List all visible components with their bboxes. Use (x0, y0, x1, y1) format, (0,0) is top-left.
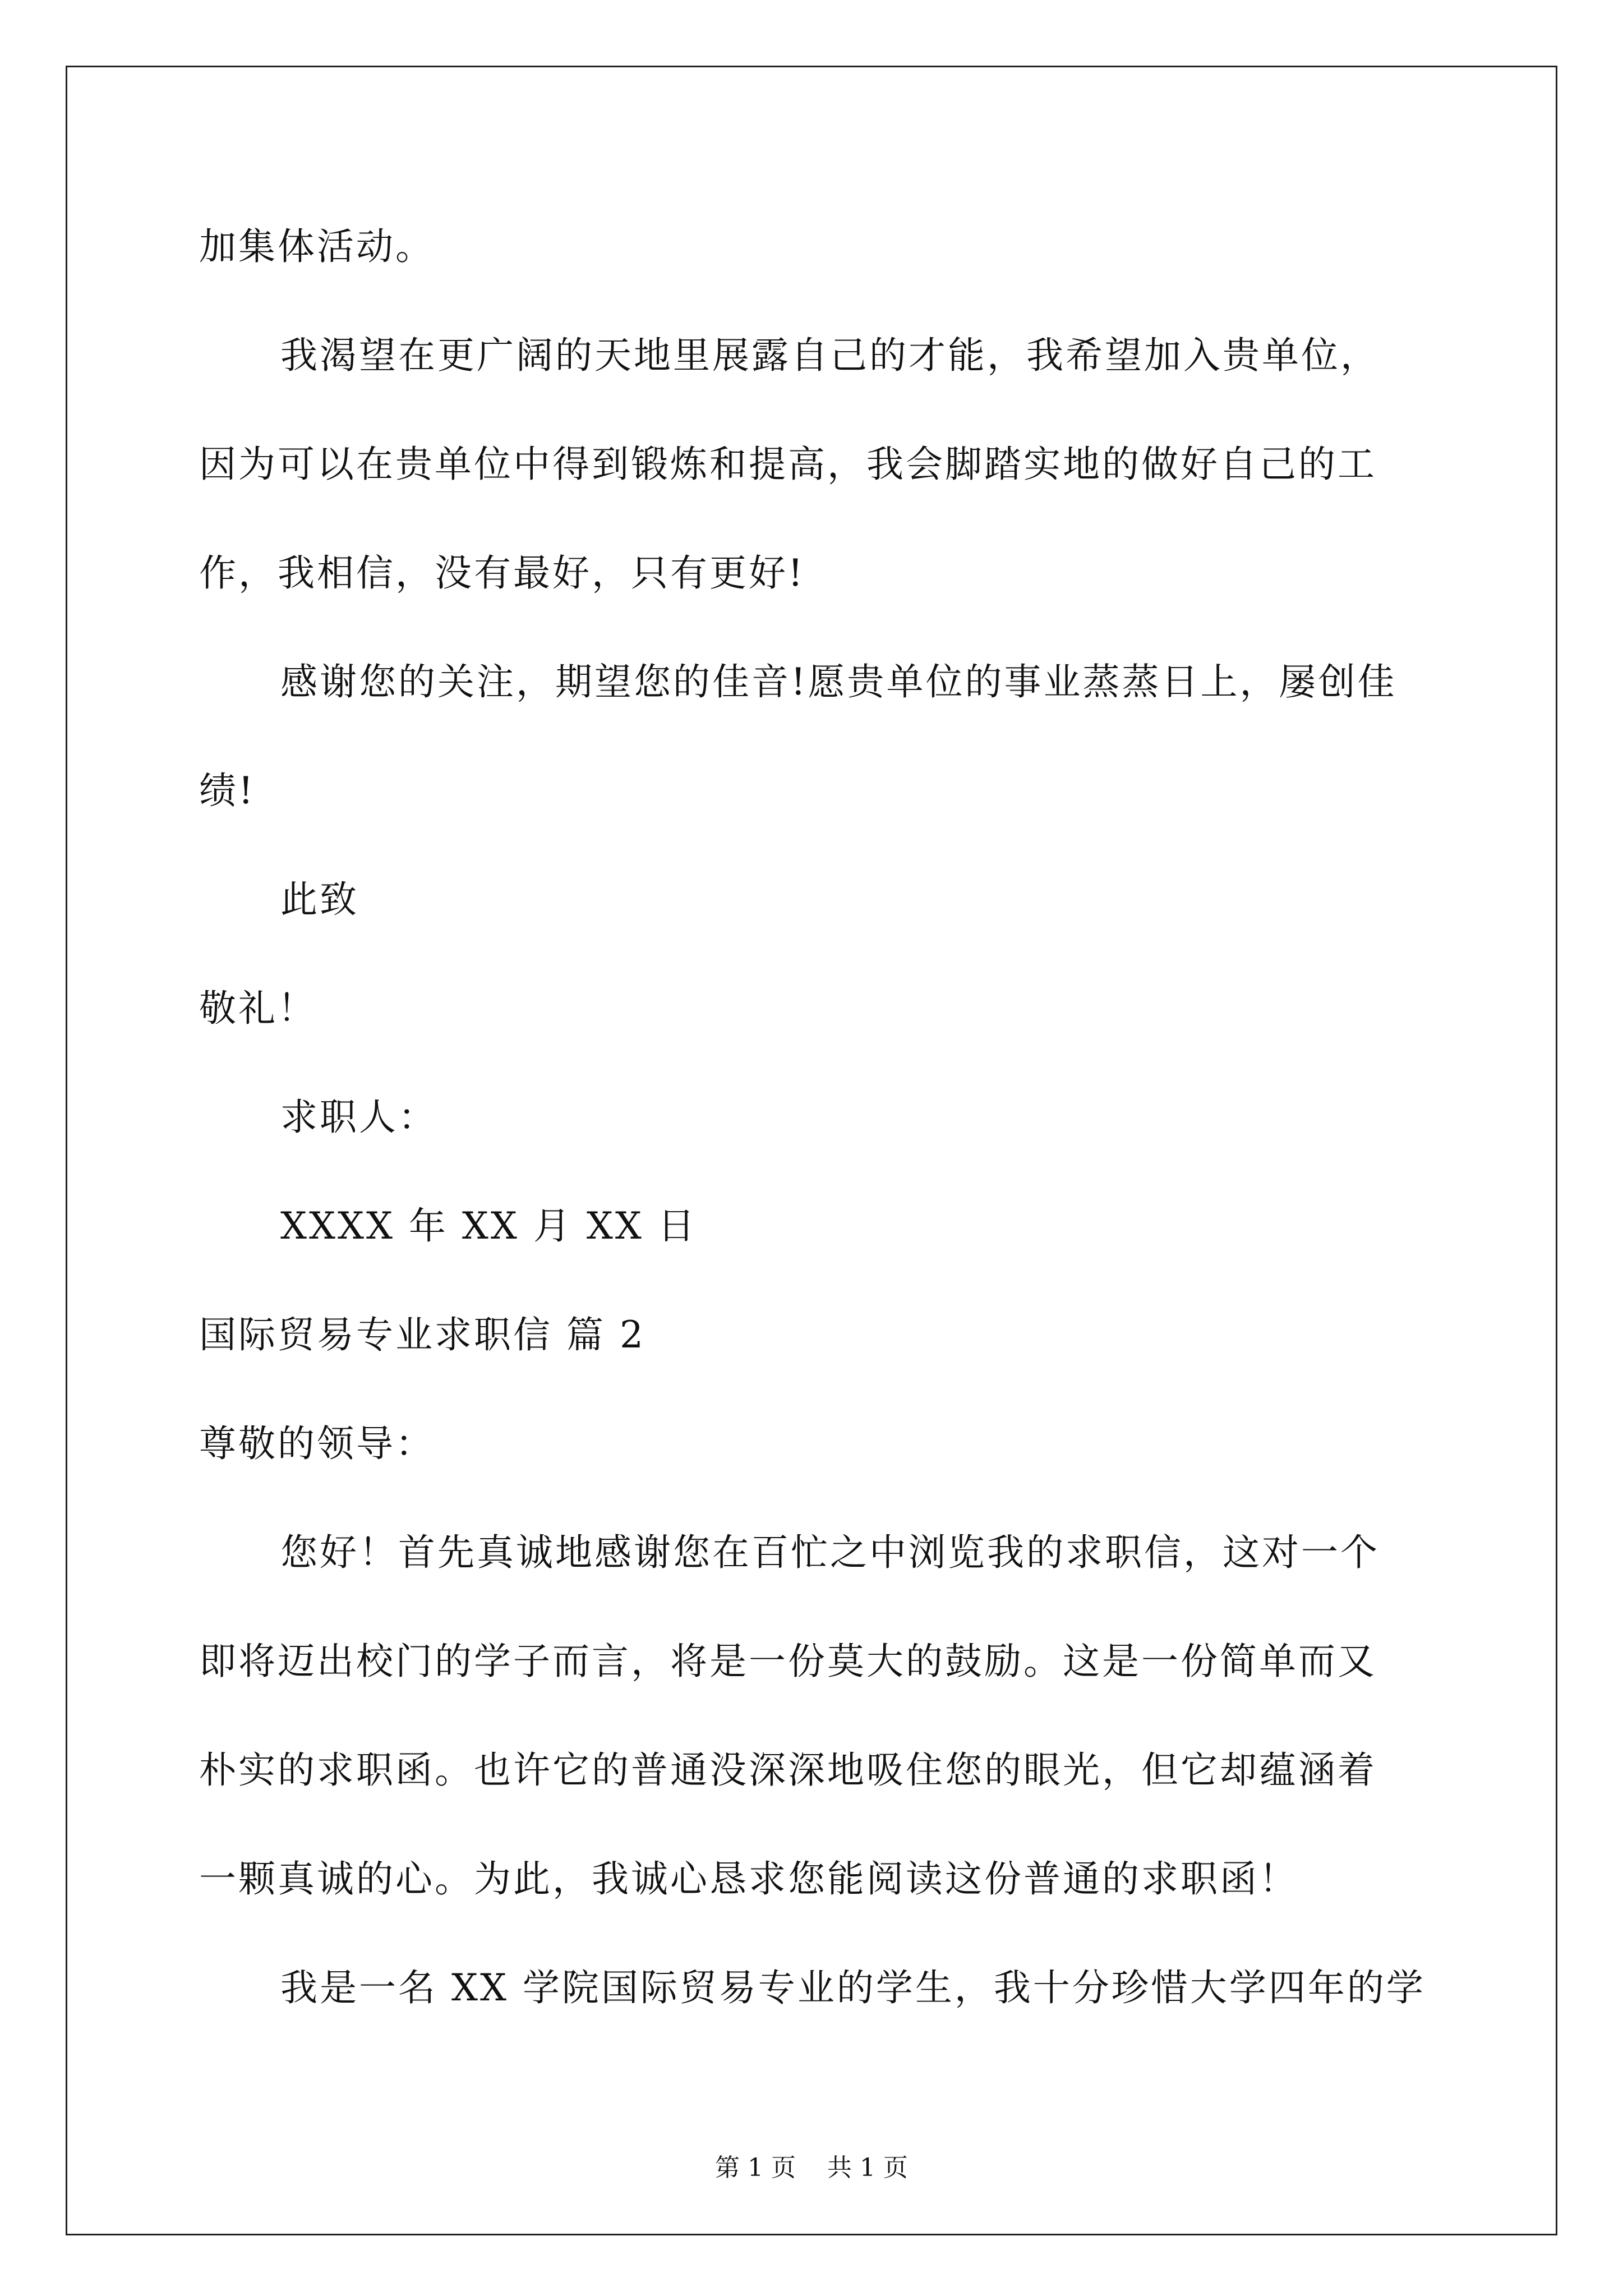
text-line: 绩! (199, 769, 256, 812)
greeting: 尊敬的领导： (199, 1422, 435, 1465)
date-line: XXXX 年 XX 月 XX 日 (280, 1204, 697, 1248)
text-line: 朴实的求职函。也许它的普通没深深地吸住您的眼光，但它却蕴涵着 (199, 1749, 1377, 1792)
page-number-footer: 第 1 页 共 1 页 (715, 2154, 908, 2182)
text-line: 一颗真诚的心。为此，我诚心恳求您能阅读这份普通的求职函！ (199, 1857, 1298, 1901)
text-line: 加集体活动。 (199, 225, 435, 268)
text-line: 您好！首先真诚地感谢您在百忙之中浏览我的求职信，这对一个 (280, 1531, 1380, 1574)
text-line: 我渴望在更广阔的天地里展露自己的才能，我希望加入贵单位， (280, 334, 1380, 377)
closing-line: 此致 (280, 878, 359, 921)
text-line: 因为可以在贵单位中得到锻炼和提高，我会脚踏实地的做好自己的工 (199, 443, 1377, 486)
page-border (66, 66, 1557, 2235)
text-line: 感谢您的关注，期望您的佳音!愿贵单位的事业蒸蒸日上，屡创佳 (280, 660, 1397, 703)
text-line: 即将迈出校门的学子而言，将是一份莫大的鼓励。这是一份简单而又 (199, 1640, 1377, 1683)
applicant-label: 求职人： (280, 1096, 437, 1139)
text-line: 作，我相信，没有最好，只有更好! (199, 551, 805, 595)
section-title: 国际贸易专业求职信 篇 2 (199, 1313, 645, 1356)
closing-salutation: 敬礼！ (199, 987, 317, 1030)
text-line: 我是一名 XX 学院国际贸易专业的学生，我十分珍惜大学四年的学 (280, 1966, 1426, 2009)
